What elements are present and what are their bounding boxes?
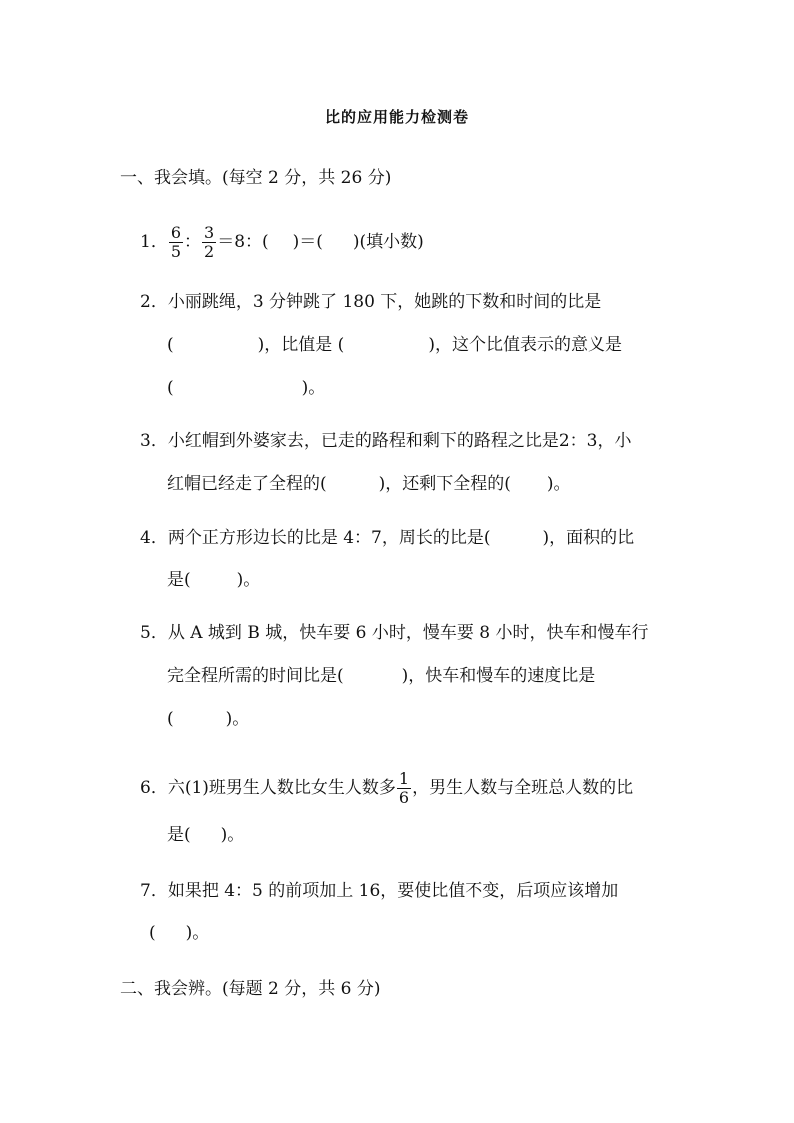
question-5-line-1: 5．从 A 城到 B 城，快车要 6 小时，慢车要 8 小时，快车和慢车行 [140,623,649,643]
question-2-number: 2． [140,292,168,312]
question-4-line-2: 是( )。 [167,570,261,590]
question-6-line-1: 6．六(1)班男生人数比女生人数多 $\frac{1}{6}$ ，男生人数与全班总人数的比 [140,769,634,807]
question-5-line-3: ( )。 [167,709,250,729]
question-3-line-2: 红帽已经走了全程的( )，还剩下全程的( )。 [167,474,571,494]
fraction-3-2: $\frac{3}{2}$ [204,223,215,261]
question-7-number: 7． [140,881,168,901]
question-1: 1． $\frac{6}{5}$ ： $\frac{3}{2}$ ＝8：( )＝( )(填小数) [140,223,424,261]
question-3-line-1: 3．小红帽到外婆家去，已走的路程和剩下的路程之比是2：3，小 [140,431,632,451]
question-1-number: 1． [140,232,168,252]
section-1-heading: 一、我会填。(每空 2 分，共 26 分) [120,168,392,188]
question-5-line-2: 完全程所需的时间比是( )，快车和慢车的速度比是 [167,666,596,686]
section-2-heading: 二、我会辨。(每题 2 分，共 6 分) [120,979,381,999]
question-4-line-1: 4．两个正方形边长的比是 4：7，周长的比是( )，面积的比 [140,528,635,548]
question-6-line-2: 是( )。 [167,825,245,845]
question-6-number: 6． [140,778,168,798]
fraction-6-5: $\frac{6}{5}$ [170,223,182,261]
fraction-1-6: $\frac{1}{6}$ [398,769,410,807]
page-title: 比的应用能力检测卷 [324,108,469,126]
question-7-line-1: 7．如果把 4：5 的前项加上 16，要使比值不变，后项应该增加 [140,881,619,901]
question-4-number: 4． [140,528,168,548]
question-2-line-1: 2．小丽跳绳，3 分钟跳了 180 下，她跳的下数和时间的比是 [140,292,602,312]
question-5-number: 5． [140,623,168,643]
question-2-line-2: ( )，比值是 ( )，这个比值表示的意义是 [167,335,622,355]
question-7-line-2: ( )。 [149,923,210,943]
question-3-number: 3． [140,431,168,451]
question-2-line-3: ( )。 [167,378,326,398]
